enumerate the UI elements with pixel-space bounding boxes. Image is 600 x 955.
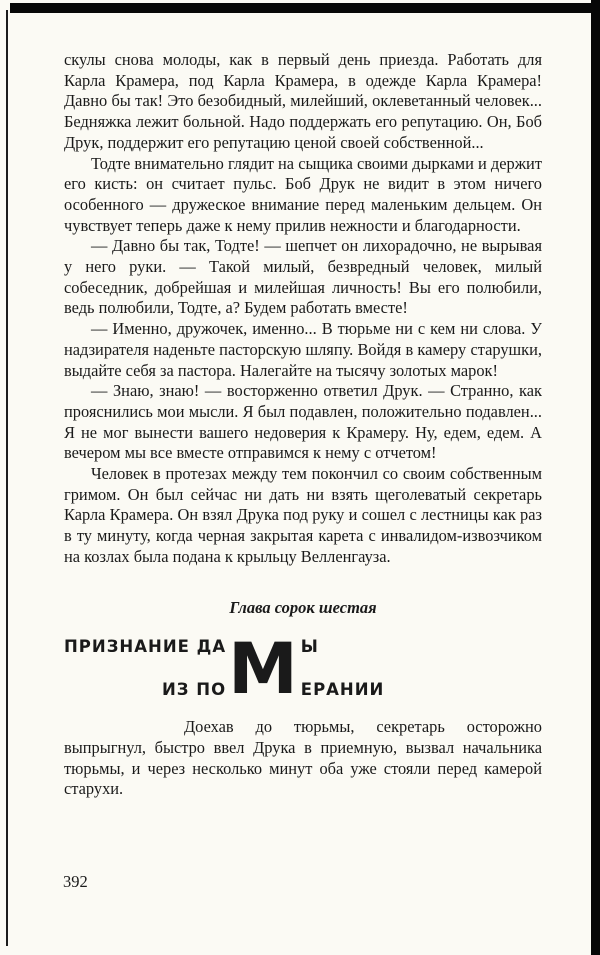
title-big-letter: М <box>228 627 299 710</box>
chapter-title <box>64 627 542 710</box>
closing-paragraph: Доехав до тюрьмы, секретарь осторожно выпрыгнул, быстро ввел Друка в приемную, вызвал начальника тюрьмы, и через несколько минут оба уже стояли перед камерой старухи. <box>64 717 542 799</box>
title-line2-pre: ИЗ ПО <box>162 680 227 700</box>
body-paragraph: скулы снова молоды, как в первый день приезда. Работать для Карла Крамера, под Карла Крамера, в одежде Карла Крамера! Давно бы так! Это безобидный, милейший, оклеветанный человек... Бедняжка лежит больной. Надо поддержать его репутацию. Он, Боб Друк, поддержит его репутацию ценой своей собственной... <box>64 50 542 152</box>
title-line1-pre: ПРИЗНАНИЕ ДА <box>64 637 227 657</box>
title-line1-post: Ы <box>300 637 319 657</box>
body-paragraph: Тодте внимательно глядит на сыщика своими дырками и держит его кисть: он считает пульс. Боб Друк не видит в этом ничего особенного — дружеское внимание перед маленьким дельцем. Он чувствует теперь даже к нему прилив нежности и благодарности. <box>64 153 542 235</box>
chapter-title-left-column <box>64 636 226 701</box>
text-block <box>64 50 542 800</box>
chapter-heading: Глава сорок шестая <box>229 597 377 617</box>
scan-edge-right <box>591 0 600 955</box>
body-paragraph: Человек в протезах между тем покончил со своим собственным гримом. Он был сейчас ни дать ни взять щеголеватый секретарь Карла Крамера. Он взял Друка под руку и сошел с лестницы как раз в ту минуту, когда черная закрытая карета с инвалидом-извозчиком на козлах была подана к крыльцу Велленгауза. <box>64 464 542 566</box>
page-number: 392 <box>63 872 88 891</box>
scan-edge-top <box>10 3 600 13</box>
scan-edge-left <box>6 10 8 946</box>
body-paragraph: — Знаю, знаю! — восторженно ответил Друк. — Странно, как прояснились мои мысли. Я был подавлен, положительно подавлен... Я не мог вынести вашего недоверия к Крамеру. Ну, едем, едем. А вечером мы все вместе отправимся к нему с отчетом! <box>64 381 542 463</box>
body-paragraph: — Давно бы так, Тодте! — шепчет он лихорадочно, не вырывая у него руки. — Такой милый, безвредный человек, милый собеседник, добрейшая и милейшая личность! Вы его полюбили, ведь полюбили, Тодте, а? Будем работать вместе! <box>64 236 542 318</box>
chapter-title-right-column <box>301 636 385 701</box>
title-line2-post: ЕРАНИИ <box>300 680 385 700</box>
body-paragraphs <box>64 50 542 568</box>
body-paragraph: — Именно, дружочек, именно... В тюрьме ни с кем ни слова. У надзирателя наденьте пасторскую шляпу. Войдя в камеру старушки, выдайте себя за пастора. Налегайте на тысячу золотых марок! <box>64 319 542 380</box>
